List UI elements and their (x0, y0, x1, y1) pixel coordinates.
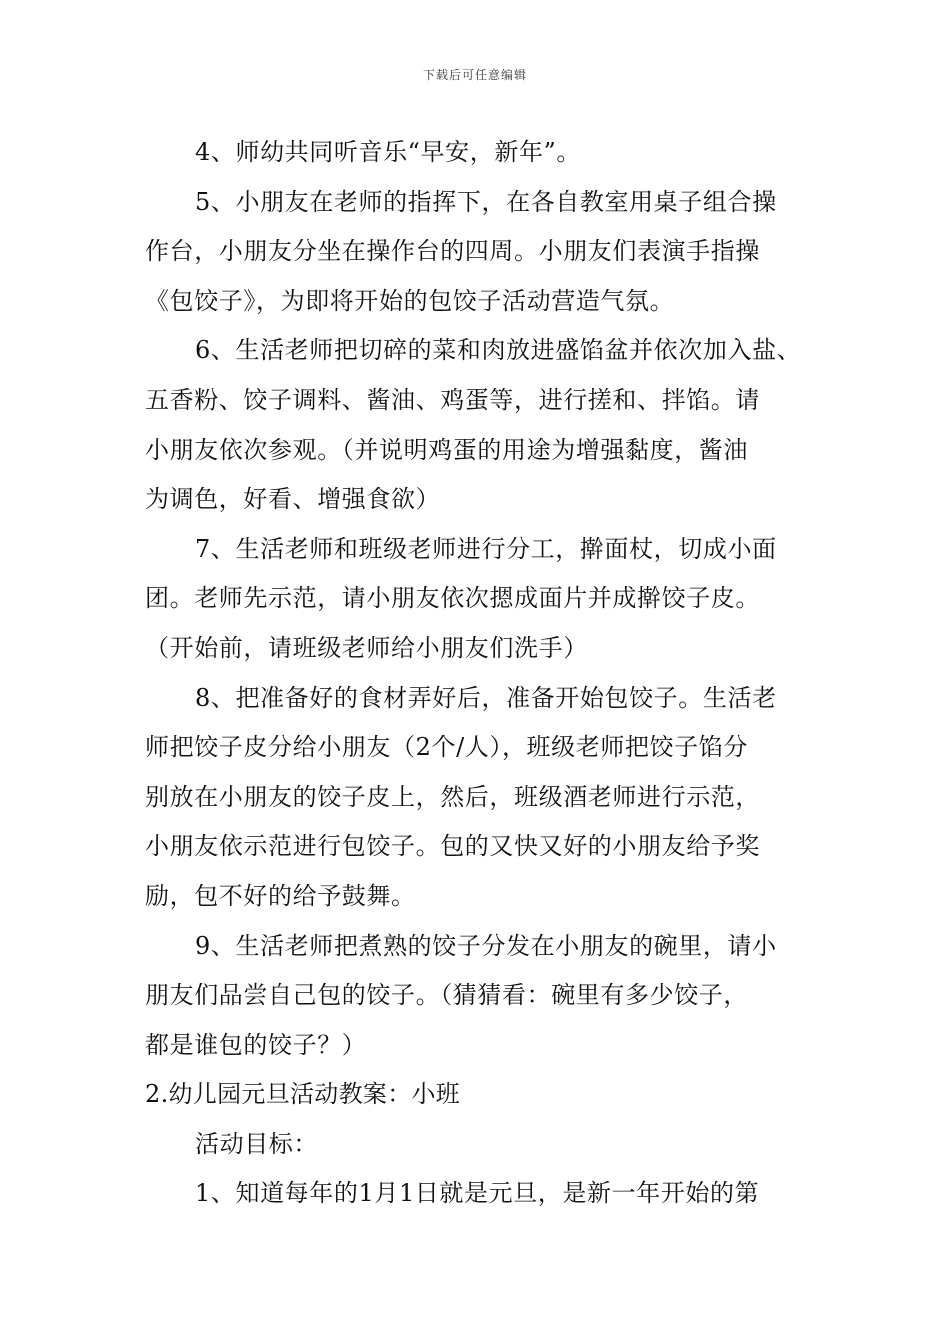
paragraph (145, 922, 810, 1071)
text-line: （开始前，请班级老师给小朋友们洗手） (145, 633, 588, 662)
text-line: 8、把准备好的食材弄好后，准备开始包饺子。生活老 (195, 683, 777, 712)
text-line: 《包饺子》，为即将开始的包饺子活动营造气氛。 (145, 286, 675, 315)
text-line: 别放在小朋友的饺子皮上，然后，班级酒老师进行示范， (145, 782, 760, 811)
paragraph (145, 674, 810, 922)
text-line: 小朋友依示范进行包饺子。包的又快又好的小朋友给予奖 (145, 832, 760, 861)
text-line: 4、师幼共同听音乐“早安，新年”。 (195, 138, 582, 166)
section-heading (145, 1070, 810, 1120)
text-line: 为调色，好看、增强食欲） (145, 485, 441, 514)
text-line: 活动目标： (195, 1129, 318, 1158)
text-line: 9、生活老师把煮熟的饺子分发在小朋友的碗里，请小 (195, 931, 777, 960)
text-line: 团。老师先示范，请小朋友依次摁成面片并成擀饺子皮。 (145, 584, 760, 613)
text-line: 7、生活老师和班级老师进行分工，擀面杖，切成小面 (195, 534, 777, 563)
text-line: 2.幼儿园元旦活动教案：小班 (145, 1080, 461, 1109)
text-line: 励，包不好的给予鼓舞。 (145, 881, 416, 910)
text-line: 作台，小朋友分坐在操作台的四周。小朋友们表演手指操 (145, 237, 760, 266)
text-line: 师把饺子皮分给小朋友（2个/人），班级老师把饺子馅分 (145, 733, 748, 762)
text-line: 5、小朋友在老师的指挥下，在各自教室用桌子组合操 (195, 187, 777, 216)
paragraph (145, 1120, 810, 1170)
text-line: 五香粉、饺子调料、酱油、鸡蛋等，进行搓和、拌馅。请 (145, 385, 760, 414)
text-line: 朋友们品尝自己包的饺子。（猜猜看：碗里有多少饺子， (145, 981, 748, 1010)
text-line: 1、知道每年的1月1日就是元旦，是新一年开始的第 (195, 1179, 760, 1208)
text-line: 都是谁包的饺子？） (145, 1030, 367, 1059)
text-line: 小朋友依次参观。（并说明鸡蛋的用途为增强黏度，酱油 (145, 435, 748, 464)
paragraph (145, 178, 810, 327)
paragraph (145, 128, 810, 178)
text-line: 6、生活老师把切碎的菜和肉放进盛馅盆并依次加入盐、 (195, 336, 802, 365)
page-header: 下载后可任意编辑 (422, 68, 527, 82)
paragraph (145, 1169, 810, 1219)
document-body (145, 128, 810, 1219)
paragraph (145, 525, 810, 674)
paragraph (145, 326, 810, 524)
